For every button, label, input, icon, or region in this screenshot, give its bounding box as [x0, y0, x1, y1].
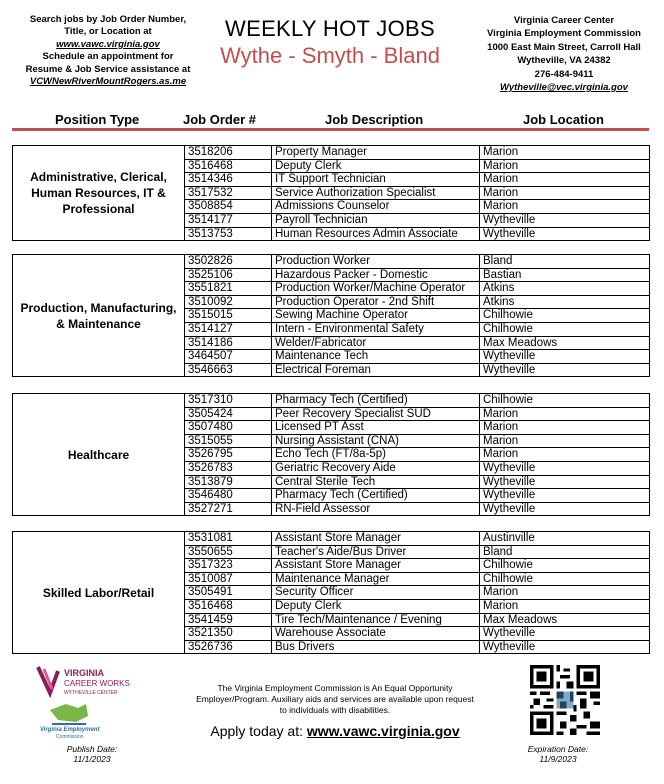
contact-line: Wytheville, VA 24382: [517, 55, 611, 67]
job-location: Marion: [480, 586, 650, 600]
section-category: Production, Manufacturing, & Maintenance: [13, 255, 185, 377]
job-description: Production Worker/Machine Operator: [272, 282, 480, 296]
job-description: Echo Tech (FT/8a-5p): [272, 448, 480, 462]
job-description: Hazardous Packer - Domestic: [272, 268, 480, 282]
table-row: [13, 394, 650, 408]
title-main: WEEKLY HOT JOBS: [225, 16, 435, 41]
job-description: Admissions Counselor: [272, 200, 480, 214]
job-order-number[interactable]: 3510087: [185, 572, 272, 586]
job-location: Max Meadows: [480, 613, 650, 627]
table-row: [13, 146, 650, 160]
job-order-number[interactable]: 3514127: [185, 322, 272, 336]
job-description: Electrical Foreman: [272, 363, 480, 377]
job-order-number[interactable]: 3516468: [185, 599, 272, 613]
job-description: Teacher's Aide/Bus Driver: [272, 545, 480, 559]
job-description: Production Worker: [272, 255, 480, 269]
job-description: Assistant Store Manager: [272, 559, 480, 573]
logo-text: CAREER WORKS: [64, 679, 130, 688]
job-description: Deputy Clerk: [272, 599, 480, 613]
section-category: Healthcare: [13, 394, 185, 516]
job-description: Geriatric Recovery Aide: [272, 461, 480, 475]
job-order-number[interactable]: 3531081: [185, 532, 272, 546]
section-category: Skilled Labor/Retail: [13, 532, 185, 654]
job-location: Wytheville: [480, 640, 650, 654]
job-order-number[interactable]: 3526795: [185, 448, 272, 462]
job-location: Chilhowie: [480, 309, 650, 323]
job-location: Marion: [480, 186, 650, 200]
job-location: Wytheville: [480, 489, 650, 503]
section-category: Administrative, Clerical, Human Resources, IT & Professional: [13, 146, 185, 241]
job-location: Chilhowie: [480, 322, 650, 336]
job-location: Bland: [480, 255, 650, 269]
job-description: Welder/Fabricator: [272, 336, 480, 350]
publish-date-block: [52, 744, 132, 764]
virginia-career-works-logo: [36, 663, 166, 703]
job-location: Marion: [480, 421, 650, 435]
expiration-date-block: [518, 744, 598, 764]
job-description: Pharmacy Tech (Certified): [272, 394, 480, 408]
job-description: Security Officer: [272, 586, 480, 600]
job-location: Max Meadows: [480, 336, 650, 350]
contact-phone: 276-484-9411: [534, 68, 594, 80]
job-description: Central Sterile Tech: [272, 475, 480, 489]
job-location: Atkins: [480, 282, 650, 296]
job-location: Chilhowie: [480, 394, 650, 408]
logo-text: Virginia Employment: [40, 727, 100, 733]
contact-line: 1000 East Main Street, Carroll Hall: [487, 41, 641, 53]
job-location: Bastian: [480, 268, 650, 282]
job-description: Human Resources Admin Associate: [272, 227, 480, 241]
job-order-number[interactable]: 3546480: [185, 489, 272, 503]
job-order-number[interactable]: 3525106: [185, 268, 272, 282]
job-location: Chilhowie: [480, 572, 650, 586]
job-order-number[interactable]: 3546663: [185, 363, 272, 377]
job-location: Marion: [480, 173, 650, 187]
table-row: [13, 532, 650, 546]
job-order-number[interactable]: 3514186: [185, 336, 272, 350]
search-instructions: [18, 14, 198, 88]
job-location: Marion: [480, 200, 650, 214]
apply-label: Apply today at:: [210, 723, 303, 739]
job-order-number[interactable]: 3510092: [185, 295, 272, 309]
column-header-position: Position Type: [55, 112, 140, 127]
job-location: Wytheville: [480, 627, 650, 641]
job-order-number[interactable]: 3517532: [185, 186, 272, 200]
job-order-number[interactable]: 3517323: [185, 559, 272, 573]
job-order-number[interactable]: 3515055: [185, 434, 272, 448]
contact-line: Virginia Employment Commission: [487, 28, 641, 40]
job-description: Service Authorization Specialist: [272, 186, 480, 200]
qr-code-icon[interactable]: [530, 665, 600, 735]
instruction-line: Schedule an appointment for: [42, 51, 174, 63]
job-description: Production Operator - 2nd Shift: [272, 295, 480, 309]
job-order-number[interactable]: 3527271: [185, 502, 272, 516]
expiration-date: 11/9/2023: [539, 754, 577, 764]
job-description: Maintenance Tech: [272, 350, 480, 364]
job-description: Intern - Environmental Safety: [272, 322, 480, 336]
job-description: Tire Tech/Maintenance / Evening: [272, 613, 480, 627]
job-order-number[interactable]: 3518206: [185, 146, 272, 160]
instruction-line: Title, or Location at: [64, 26, 152, 38]
eeo-line: The Virginia Employment Commission is An Equal Opportunity: [217, 683, 453, 693]
header-divider: [12, 128, 649, 131]
table-row: [13, 255, 650, 269]
job-order-number[interactable]: 3464507: [185, 350, 272, 364]
office-contact: [466, 14, 662, 94]
job-order-number[interactable]: 3521350: [185, 627, 272, 641]
apply-line: [180, 723, 490, 739]
logo-text: VIRGINIA: [64, 668, 105, 678]
publish-date: 11/1/2023: [73, 754, 111, 764]
page-title: [205, 16, 455, 70]
job-location: Marion: [480, 599, 650, 613]
job-order-number[interactable]: 3513753: [185, 227, 272, 241]
job-location: Austinville: [480, 532, 650, 546]
job-order-number[interactable]: 3508854: [185, 200, 272, 214]
job-location: Wytheville: [480, 475, 650, 489]
contact-email-link[interactable]: Wytheville@vec.virginia.gov: [500, 82, 628, 94]
expiration-label: Expiration Date:: [527, 744, 589, 754]
job-description: Pharmacy Tech (Certified): [272, 489, 480, 503]
logo-text: Commission: [56, 734, 84, 740]
publish-label: Publish Date:: [66, 744, 118, 754]
job-order-number[interactable]: 3502826: [185, 255, 272, 269]
job-order-number[interactable]: 3551821: [185, 282, 272, 296]
job-order-number[interactable]: 3505424: [185, 407, 272, 421]
logo-text: WYTHEVILLE CENTER: [64, 690, 118, 696]
eeo-statement: [180, 683, 490, 716]
job-description: IT Support Technician: [272, 173, 480, 187]
job-order-number[interactable]: 3526783: [185, 461, 272, 475]
column-header-job-order: Job Order #: [183, 112, 256, 127]
job-location: Chilhowie: [480, 559, 650, 573]
job-section: [12, 254, 650, 377]
job-location: Marion: [480, 434, 650, 448]
job-location: Wytheville: [480, 350, 650, 364]
job-order-number[interactable]: 3507480: [185, 421, 272, 435]
job-location: Wytheville: [480, 213, 650, 227]
title-sub: Wythe - Smyth - Bland: [220, 43, 440, 68]
job-order-number[interactable]: 3514177: [185, 213, 272, 227]
contact-line: Virginia Career Center: [513, 15, 615, 26]
job-description: Maintenance Manager: [272, 572, 480, 586]
job-description: Property Manager: [272, 146, 480, 160]
job-location: Wytheville: [480, 461, 650, 475]
job-description: Sewing Machine Operator: [272, 309, 480, 323]
eeo-line: Employer/Program. Auxiliary aids and services are available upon request: [196, 694, 474, 704]
vawc-link[interactable]: www.vawc.virginia.gov: [56, 38, 160, 50]
job-location: Marion: [480, 159, 650, 173]
job-order-number[interactable]: 3505491: [185, 586, 272, 600]
job-order-number[interactable]: 3550655: [185, 545, 272, 559]
job-description: Deputy Clerk: [272, 159, 480, 173]
job-location: Marion: [480, 407, 650, 421]
job-description: Assistant Store Manager: [272, 532, 480, 546]
job-order-number[interactable]: 3517310: [185, 394, 272, 408]
instruction-line: Resume & Job Service assistance at: [25, 63, 191, 75]
job-description: Warehouse Associate: [272, 627, 480, 641]
appointment-link[interactable]: VCWNewRiverMountRogers.as.me: [29, 76, 187, 88]
job-section: [12, 145, 650, 241]
job-location: Wytheville: [480, 363, 650, 377]
column-header-location: Job Location: [523, 112, 604, 127]
job-location: Atkins: [480, 295, 650, 309]
job-order-number[interactable]: 3516468: [185, 159, 272, 173]
job-description: Nursing Assistant (CNA): [272, 434, 480, 448]
job-order-number[interactable]: 3514346: [185, 173, 272, 187]
apply-link[interactable]: www.vawc.virginia.gov: [306, 723, 460, 739]
job-description: Peer Recovery Specialist SUD: [272, 407, 480, 421]
job-location: Bland: [480, 545, 650, 559]
job-location: Wytheville: [480, 502, 650, 516]
job-order-number[interactable]: 3513879: [185, 475, 272, 489]
job-section: [12, 531, 650, 654]
job-section: [12, 393, 650, 516]
job-order-number[interactable]: 3515015: [185, 309, 272, 323]
job-location: Marion: [480, 146, 650, 160]
job-description: Payroll Technician: [272, 213, 480, 227]
job-description: RN-Field Assessor: [272, 502, 480, 516]
job-location: Wytheville: [480, 227, 650, 241]
job-location: Marion: [480, 448, 650, 462]
eeo-line: to individuals with disabilities.: [279, 705, 391, 715]
vec-logo: [36, 700, 166, 740]
job-order-number[interactable]: 3526736: [185, 640, 272, 654]
job-order-number[interactable]: 3541459: [185, 613, 272, 627]
job-description: Licensed PT Asst: [272, 421, 480, 435]
column-header-description: Job Description: [325, 112, 424, 127]
job-description: Bus Drivers: [272, 640, 480, 654]
instruction-line: Search jobs by Job Order Number,: [29, 14, 187, 25]
